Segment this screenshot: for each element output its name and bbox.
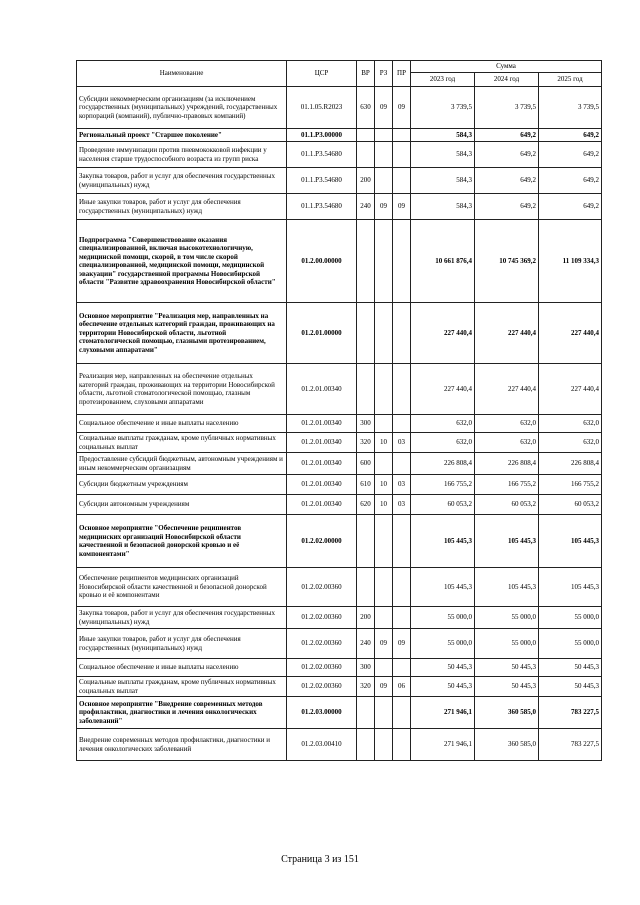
row-pr: [393, 697, 411, 729]
row-sum-2025: 649,2: [539, 194, 602, 220]
row-sum-2024: 166 755,2: [475, 475, 539, 495]
row-sum-2023: 584,3: [411, 194, 475, 220]
row-vr: 300: [357, 415, 375, 433]
row-csr: 01.1.05.R2023: [287, 87, 357, 129]
row-vr: [357, 697, 375, 729]
table-row: [77, 87, 602, 129]
row-csr: 01.2.02.00360: [287, 607, 357, 629]
row-csr: 01.2.02.00360: [287, 629, 357, 659]
row-rz: [375, 697, 393, 729]
row-csr: 01.1.P3.54680: [287, 194, 357, 220]
table-row: [77, 415, 602, 433]
row-sum-2025: 783 227,5: [539, 729, 602, 761]
row-pr: [393, 168, 411, 194]
table-row: [77, 659, 602, 677]
row-sum-2023: 50 445,3: [411, 677, 475, 697]
row-pr: 09: [393, 629, 411, 659]
row-sum-2023: 105 445,3: [411, 568, 475, 607]
row-sum-2023: 632,0: [411, 415, 475, 433]
row-sum-2024: 649,2: [475, 129, 539, 142]
row-sum-2024: 50 445,3: [475, 677, 539, 697]
table-row: [77, 168, 602, 194]
row-name: Основное мероприятие "Внедрение современных методов профилактики, диагностики и лечения онкологических заболеваний": [77, 697, 287, 729]
row-name: Проведение иммунизации против пневмококковой инфекции у населения старше трудоспособного возраста из групп риска: [77, 142, 287, 168]
row-pr: 03: [393, 433, 411, 453]
row-csr: 01.2.02.00000: [287, 515, 357, 568]
table-row: [77, 142, 602, 168]
table-row: [77, 129, 602, 142]
table-row: [77, 495, 602, 515]
row-vr: 240: [357, 629, 375, 659]
row-vr: 320: [357, 677, 375, 697]
row-rz: [375, 220, 393, 303]
row-pr: [393, 453, 411, 475]
row-sum-2025: 632,0: [539, 433, 602, 453]
row-sum-2024: 105 445,3: [475, 515, 539, 568]
table-row: [77, 220, 602, 303]
row-sum-2024: 632,0: [475, 433, 539, 453]
row-csr: 01.2.01.00340: [287, 495, 357, 515]
row-pr: [393, 568, 411, 607]
row-rz: 10: [375, 433, 393, 453]
row-name: Социальное обеспечение и иные выплаты населению: [77, 659, 287, 677]
row-pr: [393, 364, 411, 415]
row-sum-2023: 271 946,1: [411, 697, 475, 729]
header-rz: РЗ: [375, 61, 393, 87]
table-row: [77, 697, 602, 729]
row-vr: [357, 568, 375, 607]
row-sum-2025: 227 440,4: [539, 303, 602, 364]
row-sum-2025: 649,2: [539, 168, 602, 194]
row-name: Социальные выплаты гражданам, кроме публичных нормативных социальных выплат: [77, 677, 287, 697]
row-sum-2024: 50 445,3: [475, 659, 539, 677]
row-name: Подпрограмма "Совершенствование оказания специализированной, включая высокотехнологичную, медицинской помощи, скорой, в том числе скорой специализированной, медицинской помощи, медицинской эвакуации" государственной программы Новосибирской области "Развитие здравоохранения Новосибирской области": [77, 220, 287, 303]
row-pr: [393, 303, 411, 364]
row-rz: [375, 453, 393, 475]
row-csr: 01.2.02.00360: [287, 568, 357, 607]
row-sum-2023: 271 946,1: [411, 729, 475, 761]
row-rz: 10: [375, 495, 393, 515]
budget-table: [76, 60, 602, 761]
row-csr: 01.1.P3.00000: [287, 129, 357, 142]
row-name: Внедрение современных методов профилактики, диагностики и лечения онкологических заболеваний: [77, 729, 287, 761]
row-csr: 01.2.02.00360: [287, 659, 357, 677]
row-sum-2023: 10 661 876,4: [411, 220, 475, 303]
row-name: Иные закупки товаров, работ и услуг для обеспечения государственных (муниципальных) нужд: [77, 194, 287, 220]
row-sum-2024: 3 739,5: [475, 87, 539, 129]
row-sum-2023: 55 000,0: [411, 607, 475, 629]
header-name: Наименование: [77, 61, 287, 87]
row-name: Реализация мер, направленных на обеспечение отдельных категорий граждан, проживающих на территории Новосибирской области, льготной стоматологической помощью, глазным протезированием, слуховыми аппаратами: [77, 364, 287, 415]
row-sum-2023: 584,3: [411, 168, 475, 194]
row-sum-2024: 632,0: [475, 415, 539, 433]
row-name: Основное мероприятие "Реализация мер, направленных на обеспечение отдельных категорий граждан, проживающих на территории Новосибирской области, льготной стоматологической помощью, глазными протезированием, слуховыми аппаратами": [77, 303, 287, 364]
row-name: Закупка товаров, работ и услуг для обеспечения государственных (муниципальных) нужд: [77, 168, 287, 194]
row-csr: 01.2.01.00340: [287, 364, 357, 415]
header-csr: ЦСР: [287, 61, 357, 87]
row-pr: [393, 515, 411, 568]
row-vr: 320: [357, 433, 375, 453]
row-name: Предоставление субсидий бюджетным, автономным учреждениям и иным некоммерческим организациям: [77, 453, 287, 475]
row-rz: [375, 168, 393, 194]
row-pr: 03: [393, 475, 411, 495]
row-csr: 01.2.00.00000: [287, 220, 357, 303]
row-sum-2025: 227 440,4: [539, 364, 602, 415]
row-name: Социальные выплаты гражданам, кроме публичных нормативных социальных выплат: [77, 433, 287, 453]
row-rz: [375, 303, 393, 364]
row-sum-2024: 10 745 369,2: [475, 220, 539, 303]
row-vr: 300: [357, 659, 375, 677]
row-sum-2025: 50 445,3: [539, 677, 602, 697]
row-vr: 200: [357, 168, 375, 194]
row-vr: 240: [357, 194, 375, 220]
row-vr: 630: [357, 87, 375, 129]
row-sum-2024: 227 440,4: [475, 364, 539, 415]
row-rz: [375, 515, 393, 568]
row-rz: 09: [375, 677, 393, 697]
row-csr: 01.1.P3.54680: [287, 142, 357, 168]
row-sum-2023: 226 808,4: [411, 453, 475, 475]
page-number: Страница 3 из 151: [281, 854, 359, 865]
row-pr: [393, 129, 411, 142]
row-csr: 01.2.01.00340: [287, 475, 357, 495]
row-pr: 03: [393, 495, 411, 515]
row-sum-2025: 166 755,2: [539, 475, 602, 495]
row-name: Субсидии некоммерческим организациям (за исключением государственных (муниципальных) учреждений, государственных корпораций (компаний), публично-правовых компаний): [77, 87, 287, 129]
row-name: Обеспечение реципиентов медицинских организаций Новосибирской области качественной и безопасной донорской кровью и её компонентами: [77, 568, 287, 607]
row-name: Региональный проект "Старшее поколение": [77, 129, 287, 142]
row-sum-2025: 50 445,3: [539, 659, 602, 677]
row-sum-2024: 227 440,4: [475, 303, 539, 364]
row-rz: [375, 729, 393, 761]
row-rz: [375, 129, 393, 142]
row-sum-2024: 60 053,2: [475, 495, 539, 515]
row-rz: [375, 568, 393, 607]
row-sum-2024: 105 445,3: [475, 568, 539, 607]
row-name: Иные закупки товаров, работ и услуг для обеспечения государственных (муниципальных) нужд: [77, 629, 287, 659]
header-pr: ПР: [393, 61, 411, 87]
row-csr: 01.2.03.00410: [287, 729, 357, 761]
row-vr: 610: [357, 475, 375, 495]
header-sum: Сумма: [411, 61, 602, 73]
row-vr: [357, 729, 375, 761]
table-row: [77, 677, 602, 697]
row-csr: 01.2.01.00340: [287, 433, 357, 453]
table-row: [77, 729, 602, 761]
row-rz: [375, 364, 393, 415]
header-vr: ВР: [357, 61, 375, 87]
row-sum-2025: 632,0: [539, 415, 602, 433]
row-vr: [357, 364, 375, 415]
row-sum-2024: 360 585,0: [475, 729, 539, 761]
row-pr: 09: [393, 194, 411, 220]
row-sum-2024: 226 808,4: [475, 453, 539, 475]
row-rz: 09: [375, 629, 393, 659]
row-sum-2023: 227 440,4: [411, 303, 475, 364]
row-sum-2025: 783 227,5: [539, 697, 602, 729]
row-name: Основное мероприятие "Обеспечение реципиентов медицинских организаций Новосибирской области качественной и безопасной донорской кровью и её компонентами": [77, 515, 287, 568]
table-row: [77, 303, 602, 364]
row-vr: 600: [357, 453, 375, 475]
row-vr: [357, 129, 375, 142]
table-row: [77, 364, 602, 415]
row-csr: 01.2.01.00000: [287, 303, 357, 364]
table-row: [77, 194, 602, 220]
row-sum-2023: 584,3: [411, 142, 475, 168]
row-csr: 01.2.01.00340: [287, 453, 357, 475]
row-vr: 200: [357, 607, 375, 629]
row-csr: 01.2.02.00360: [287, 677, 357, 697]
header-year-2025: 2025 год: [539, 73, 602, 87]
row-name: Закупка товаров, работ и услуг для обеспечения государственных (муниципальных) нужд: [77, 607, 287, 629]
row-vr: [357, 303, 375, 364]
row-csr: 01.2.03.00000: [287, 697, 357, 729]
row-rz: 10: [375, 475, 393, 495]
row-sum-2024: 649,2: [475, 142, 539, 168]
row-sum-2023: 166 755,2: [411, 475, 475, 495]
table-row: [77, 515, 602, 568]
table-row: [77, 433, 602, 453]
row-sum-2025: 60 053,2: [539, 495, 602, 515]
row-rz: [375, 607, 393, 629]
header-year-2023: 2023 год: [411, 73, 475, 87]
row-rz: [375, 142, 393, 168]
row-sum-2023: 55 000,0: [411, 629, 475, 659]
row-pr: [393, 607, 411, 629]
row-rz: 09: [375, 87, 393, 129]
row-pr: 06: [393, 677, 411, 697]
row-sum-2023: 60 053,2: [411, 495, 475, 515]
row-sum-2023: 584,3: [411, 129, 475, 142]
row-sum-2025: 226 808,4: [539, 453, 602, 475]
row-rz: [375, 659, 393, 677]
row-sum-2024: 55 000,0: [475, 629, 539, 659]
row-sum-2023: 632,0: [411, 433, 475, 453]
row-sum-2024: 360 585,0: [475, 697, 539, 729]
header-year-2024: 2024 год: [475, 73, 539, 87]
table-body: [77, 87, 602, 761]
row-name: Субсидии автономным учреждениям: [77, 495, 287, 515]
row-pr: [393, 142, 411, 168]
table-row: [77, 453, 602, 475]
row-sum-2025: 55 000,0: [539, 629, 602, 659]
row-sum-2024: 649,2: [475, 194, 539, 220]
row-sum-2023: 3 739,5: [411, 87, 475, 129]
table-row: [77, 607, 602, 629]
row-pr: [393, 415, 411, 433]
row-csr: 01.1.P3.54680: [287, 168, 357, 194]
row-sum-2025: 11 109 334,3: [539, 220, 602, 303]
row-sum-2024: 55 000,0: [475, 607, 539, 629]
row-rz: [375, 415, 393, 433]
row-sum-2025: 649,2: [539, 129, 602, 142]
row-sum-2024: 649,2: [475, 168, 539, 194]
row-pr: 09: [393, 87, 411, 129]
row-sum-2025: 3 739,5: [539, 87, 602, 129]
row-pr: [393, 729, 411, 761]
row-sum-2025: 105 445,3: [539, 515, 602, 568]
row-vr: 620: [357, 495, 375, 515]
table-row: [77, 629, 602, 659]
row-sum-2023: 50 445,3: [411, 659, 475, 677]
row-sum-2023: 227 440,4: [411, 364, 475, 415]
row-pr: [393, 220, 411, 303]
row-csr: 01.2.01.00340: [287, 415, 357, 433]
table-row: [77, 475, 602, 495]
row-sum-2025: 105 445,3: [539, 568, 602, 607]
row-vr: [357, 142, 375, 168]
row-sum-2025: 649,2: [539, 142, 602, 168]
row-rz: 09: [375, 194, 393, 220]
table-row: [77, 568, 602, 607]
row-vr: [357, 515, 375, 568]
row-name: Социальное обеспечение и иные выплаты населению: [77, 415, 287, 433]
row-name: Субсидии бюджетным учреждениям: [77, 475, 287, 495]
row-vr: [357, 220, 375, 303]
row-sum-2023: 105 445,3: [411, 515, 475, 568]
row-pr: [393, 659, 411, 677]
row-sum-2025: 55 000,0: [539, 607, 602, 629]
